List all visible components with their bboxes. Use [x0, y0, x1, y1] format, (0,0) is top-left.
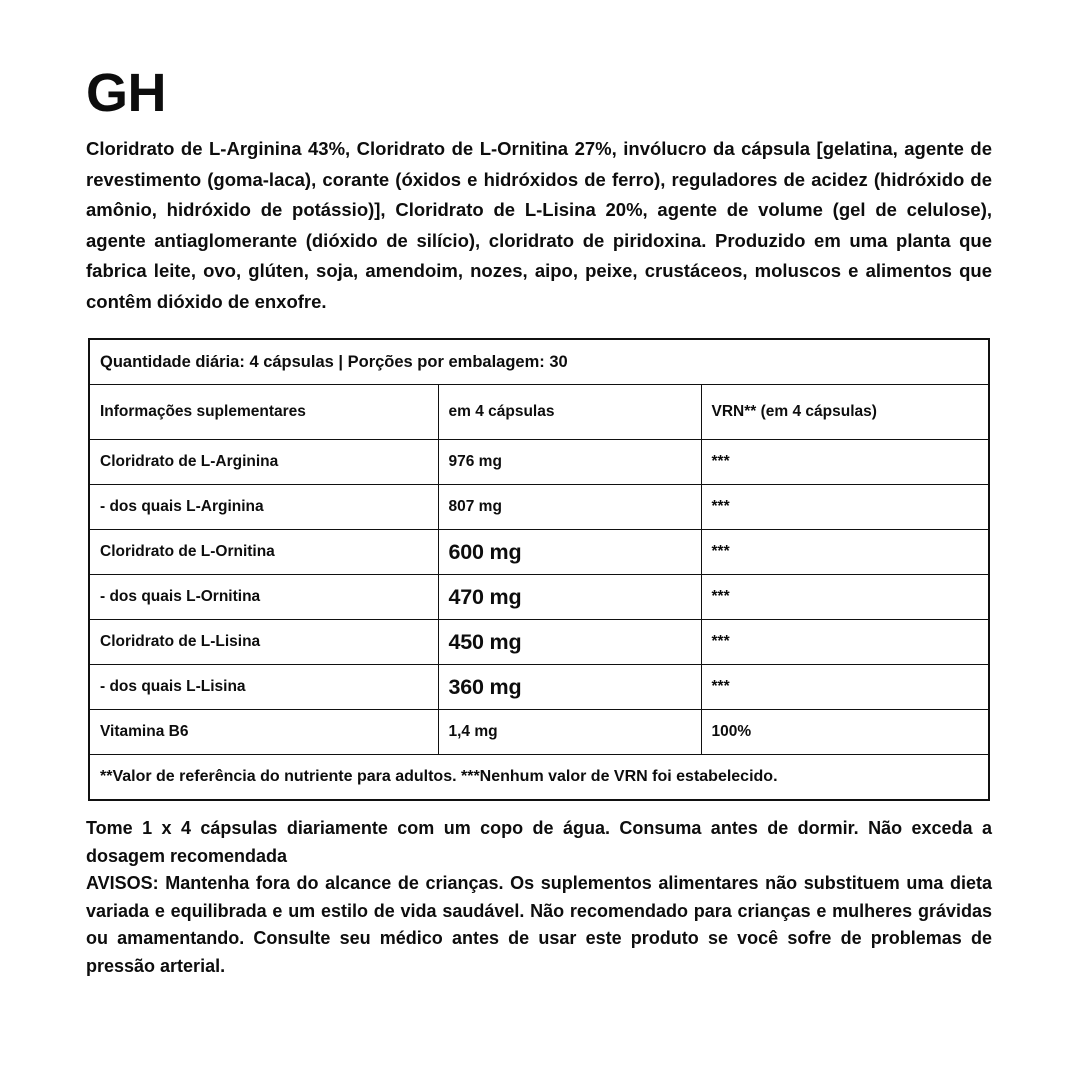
ingredients-text: Cloridrato de L-Arginina 43%, Cloridrato de L-Ornitina 27%, invólucro da cápsula [gelatina, agente de revestimento (goma-laca), corante (óxidos e hidróxidos de ferro), reguladores de acidez (hidróxido de amônio, hidróxido de potássio)], Cloridrato de L-Lisina 20%, agente de volume (gel de celulose), agente antiaglomerante (dióxido de silício), cloridrato de piridoxina. Produzido em uma planta que fabrica leite, ovo, glúten, soja, amendoim, nozes, aipo, peixe, crustáceos, moluscos e alimentos que contêm dióxido de enxofre. — [86, 138, 992, 312]
table-row-header — [89, 385, 989, 440]
table-row — [89, 530, 989, 575]
column-header-name: Informações suplementares — [89, 385, 438, 440]
nutrient-value: 1,4 mg — [438, 710, 701, 755]
nutrient-name: Cloridrato de L-Ornitina — [89, 530, 438, 575]
nutrient-vrn: *** — [701, 575, 989, 620]
nutrient-value: 976 mg — [438, 440, 701, 485]
nutrient-value: 807 mg — [438, 485, 701, 530]
column-header-vrn: VRN** (em 4 cápsulas) — [701, 385, 989, 440]
nutrient-vrn: 100% — [701, 710, 989, 755]
nutrient-name: Cloridrato de L-Arginina — [89, 440, 438, 485]
supplement-facts-table — [88, 338, 990, 801]
nutrient-name: - dos quais L-Ornitina — [89, 575, 438, 620]
table-footnote: **Valor de referência do nutriente para adultos. ***Nenhum valor de VRN foi estabelecido. — [89, 755, 989, 801]
nutrient-value: 450 mg — [438, 620, 701, 665]
nutrient-vrn: *** — [701, 440, 989, 485]
serving-info-cell: Quantidade diária: 4 cápsulas | Porções por embalagem: 30 — [89, 339, 989, 385]
supplement-facts-body — [89, 339, 989, 800]
nutrient-name: Cloridrato de L-Lisina — [89, 620, 438, 665]
usage-instructions: Tome 1 x 4 cápsulas diariamente com um copo de água. Consuma antes de dormir. Não exceda a dosagem recomendada — [86, 818, 992, 866]
page-title: GH — [86, 63, 166, 123]
nutrient-name: - dos quais L-Lisina — [89, 665, 438, 710]
table-row-serving-info — [89, 339, 989, 385]
directions-block — [86, 815, 992, 980]
nutrient-vrn: *** — [701, 620, 989, 665]
nutrient-vrn: *** — [701, 665, 989, 710]
warnings-text: AVISOS: Mantenha fora do alcance de crianças. Os suplementos alimentares não substituem uma dieta variada e equilibrada e um estilo de vida saudável. Não recomendado para crianças e mulheres grávidas ou amamentando. Consulte seu médico antes de usar este produto se você sofre de problemas de pressão arterial. — [86, 873, 992, 976]
table-row — [89, 620, 989, 665]
nutrient-vrn: *** — [701, 530, 989, 575]
column-header-value: em 4 cápsulas — [438, 385, 701, 440]
table-row — [89, 710, 989, 755]
ingredients-paragraph — [86, 134, 992, 317]
table-row — [89, 575, 989, 620]
nutrient-name: Vitamina B6 — [89, 710, 438, 755]
nutrient-value: 600 mg — [438, 530, 701, 575]
nutrient-value: 470 mg — [438, 575, 701, 620]
nutrient-vrn: *** — [701, 485, 989, 530]
nutrient-name: - dos quais L-Arginina — [89, 485, 438, 530]
table-row — [89, 440, 989, 485]
table-row-footnote — [89, 755, 989, 801]
nutrient-value: 360 mg — [438, 665, 701, 710]
table-row — [89, 485, 989, 530]
table-row — [89, 665, 989, 710]
